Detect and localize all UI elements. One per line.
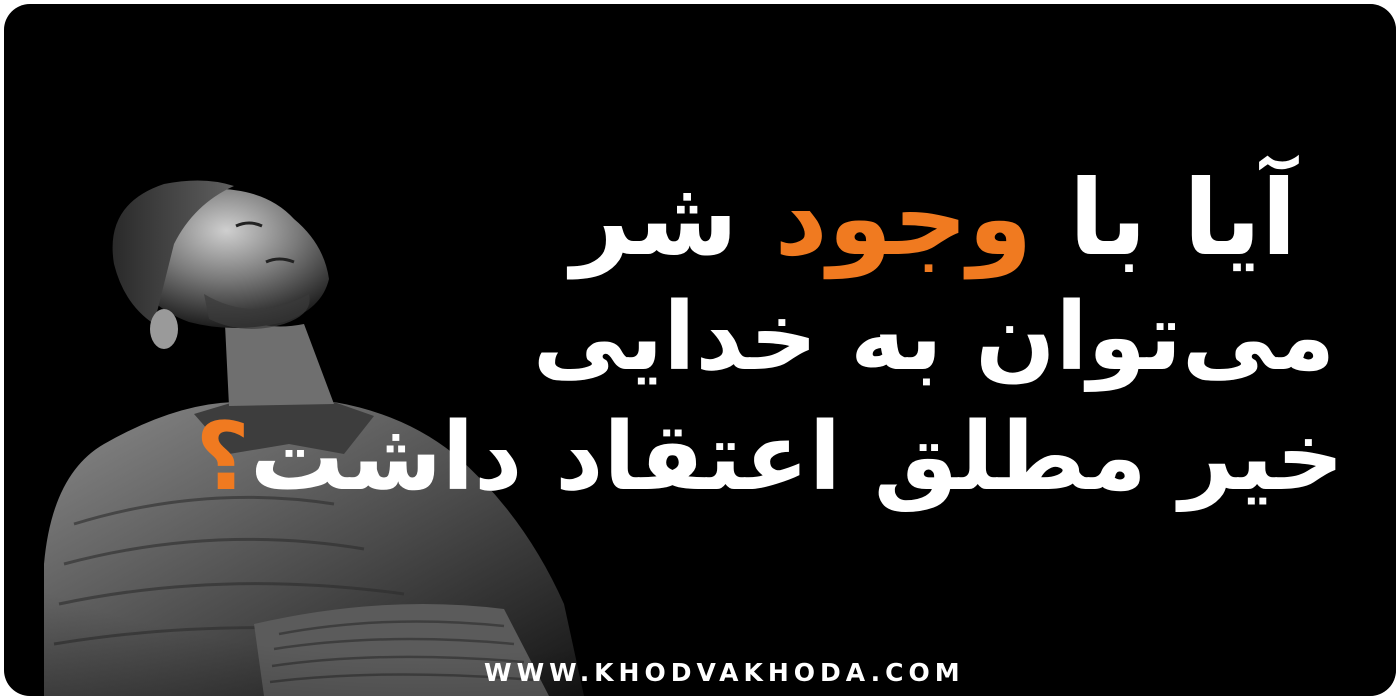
banner: [4, 4, 1396, 696]
headline-word-end: شر: [571, 157, 775, 279]
headline-line-3: [195, 398, 1344, 518]
question-mark: ؟: [195, 403, 250, 512]
headline-highlight-word: وجود: [774, 157, 1033, 279]
website-url: WWW.KHODVAKHODA.COM: [484, 658, 965, 687]
headline: [195, 154, 1344, 518]
headline-word-start: آیا با: [1032, 157, 1297, 279]
headline-line-1: [524, 154, 1344, 282]
headline-line-3-text: خیر مطلق اعتقاد داشت: [249, 403, 1344, 512]
headline-line-2: می‌توان به خدایی: [532, 283, 1336, 392]
